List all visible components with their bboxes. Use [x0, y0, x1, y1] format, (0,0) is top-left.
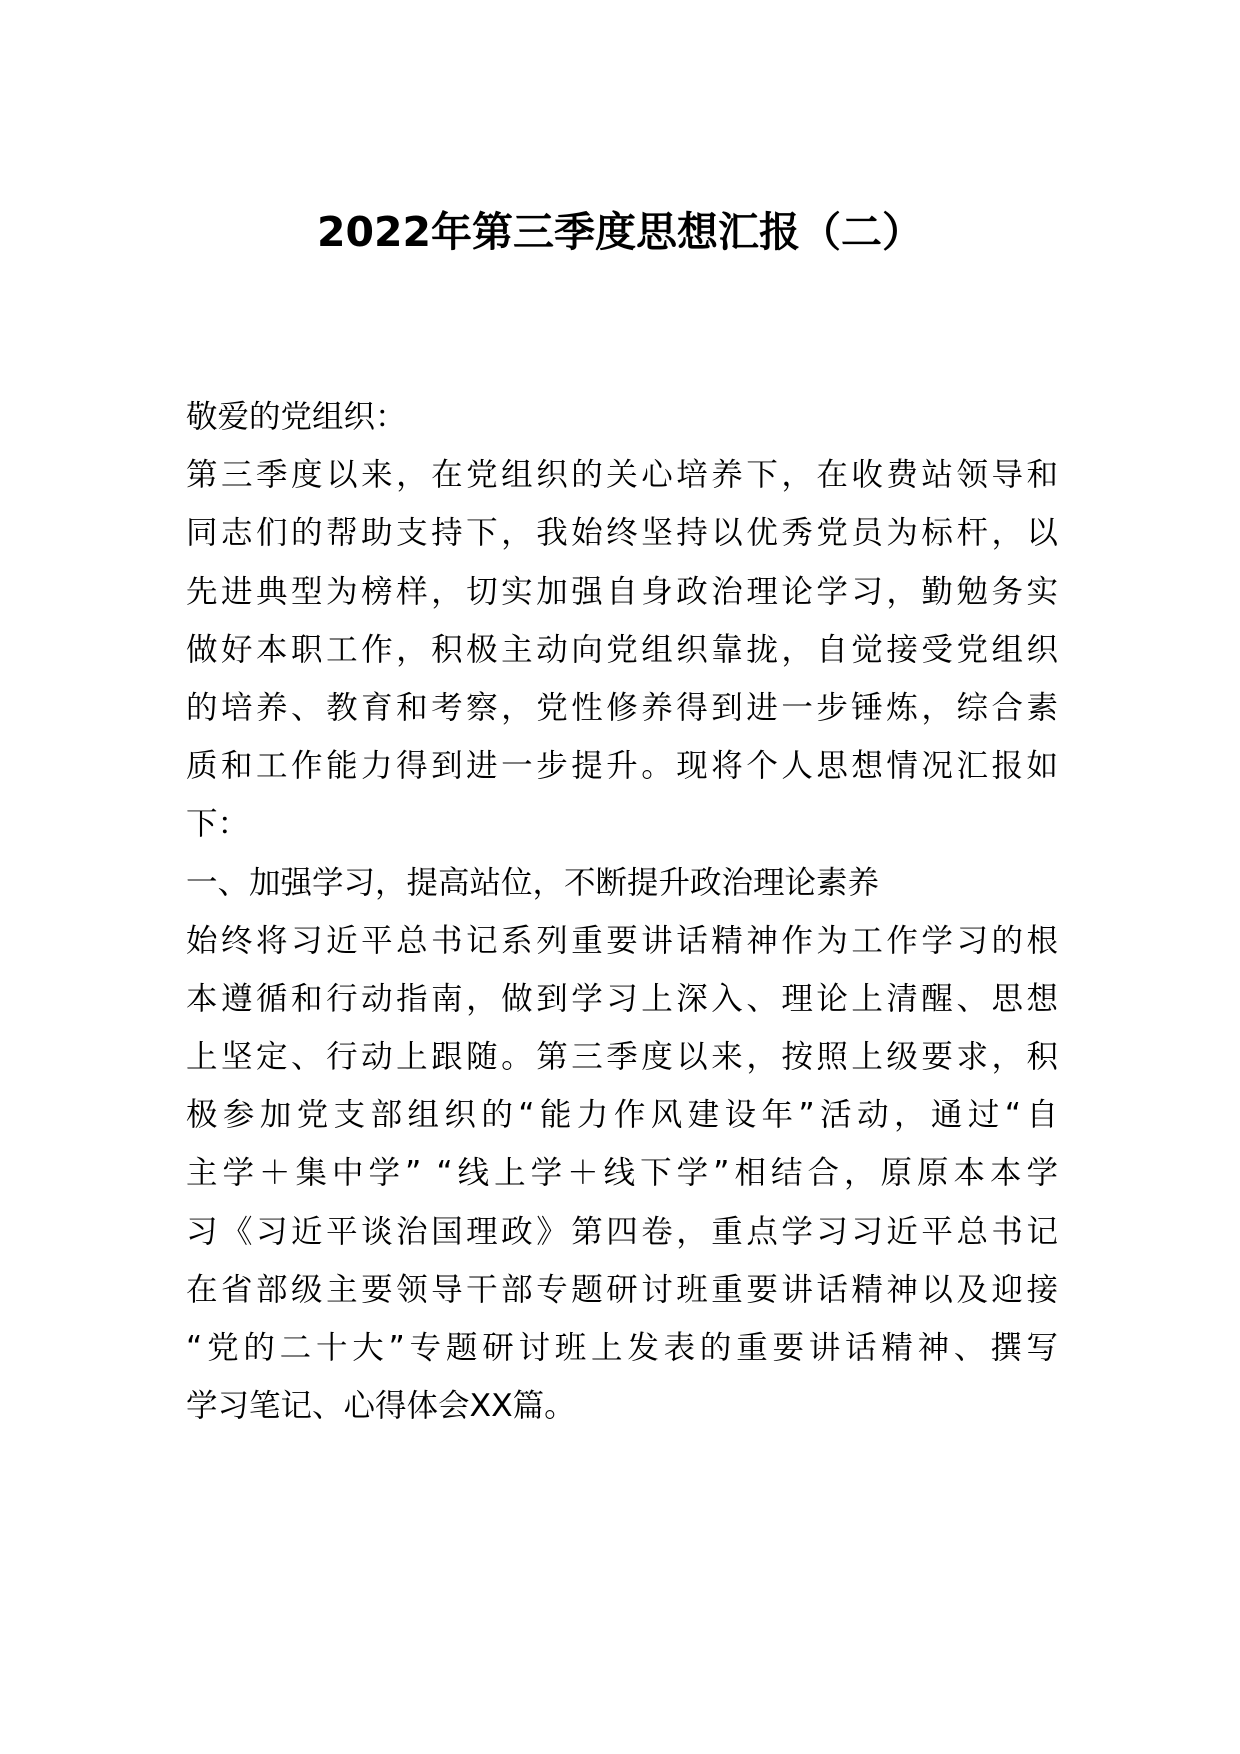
paragraph-line: 学习笔记、心得体会XX篇。	[186, 1388, 576, 1425]
document-title: 2022年第三季度思想汇报（二）	[316, 208, 924, 256]
paragraph-line: 先进典型为榜样，切实加强自身政治理论学习，勤勉务实	[186, 573, 1058, 610]
paragraph-line: 始终将习近平总书记系列重要讲话精神作为工作学习的根	[186, 922, 1058, 959]
paragraph-line: 极参加党支部组织的“能力作风建设年”活动，通过“自	[186, 1097, 1058, 1134]
paragraph-line: “党的二十大”专题研讨班上发表的重要讲话精神、撰写	[186, 1330, 1058, 1366]
paragraph-line: 在省部级主要领导干部专题研讨班重要讲话精神以及迎接	[186, 1271, 1058, 1308]
paragraph-line: 的培养、教育和考察，党性修养得到进一步锤炼，综合素	[186, 689, 1058, 726]
paragraph-line: 习《习近平谈治国理政》第四卷，重点学习习近平总书记	[186, 1213, 1058, 1250]
paragraph-line: 下：	[186, 806, 250, 843]
paragraph-line: 第三季度以来，在党组织的关心培养下，在收费站领导和	[186, 457, 1058, 494]
paragraph-line: 做好本职工作，积极主动向党组织靠拢，自觉接受党组织	[186, 631, 1058, 668]
paragraph-line: 同志们的帮助支持下，我始终坚持以优秀党员为标杆，以	[186, 515, 1058, 552]
paragraph-line: 上坚定、行动上跟随。第三季度以来，按照上级要求，积	[186, 1039, 1058, 1076]
salutation: 敬爱的党组织：	[186, 399, 407, 435]
paragraph-line: 主学＋集中学” “线上学＋线下学”相结合，原原本本学	[186, 1155, 1058, 1192]
paragraph-line: 本遵循和行动指南，做到学习上深入、理论上清醒、思想	[186, 980, 1058, 1017]
section-heading: 一、加强学习，提高站位，不断提升政治理论素养	[186, 864, 880, 901]
document-body	[186, 388, 1058, 1435]
paragraph-line: 质和工作能力得到进一步提升。现将个人思想情况汇报如	[186, 748, 1058, 785]
